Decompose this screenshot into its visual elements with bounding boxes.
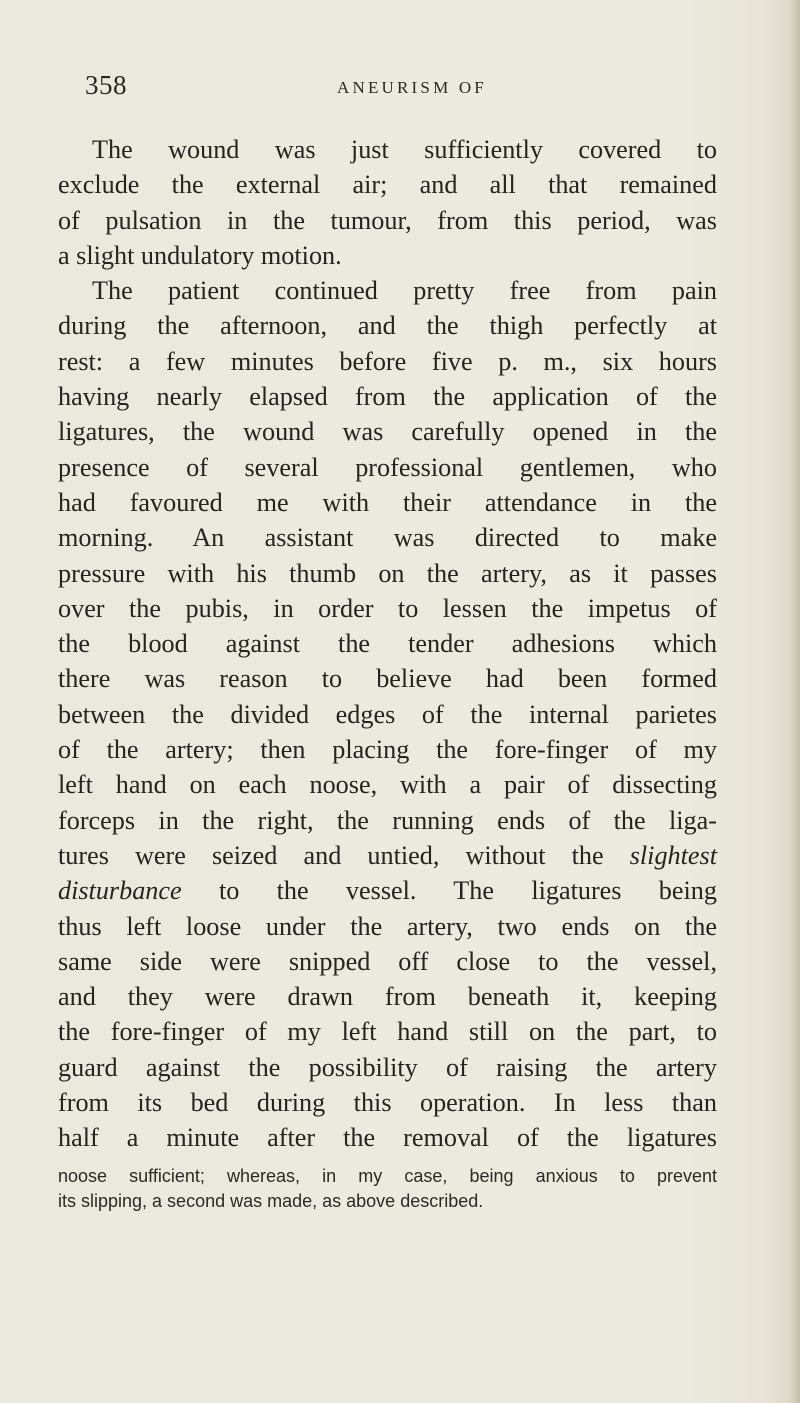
text-line: had favoured me with their attendance in the: [58, 487, 717, 517]
italic-text: slightest: [629, 840, 717, 870]
text-line: [58, 838, 717, 873]
text-line: the blood against the tender adhesions which: [58, 629, 717, 659]
text-line: same side were snipped off close to the vessel,: [58, 946, 717, 976]
text-line: [58, 873, 717, 908]
text-line: The patient continued pretty free from pain: [92, 276, 717, 306]
text-line: thus left loose under the artery, two ends on the: [58, 911, 717, 941]
text-line: half a minute after the removal of the ligatures: [58, 1123, 717, 1153]
text-line: rest: a few minutes before five p. m., six hours: [58, 346, 717, 376]
running-head: ANEURISM OF: [337, 78, 487, 97]
text-line: pressure with his thumb on the artery, as it passes: [58, 558, 717, 588]
text-line: a slight undulatory motion.: [58, 240, 342, 270]
text-line: guard against the possibility of raising the artery: [58, 1052, 717, 1082]
text-line: from its bed during this operation. In less than: [58, 1088, 717, 1118]
text-line: of pulsation in the tumour, from this period, was: [58, 205, 717, 235]
text-line: there was reason to believe had been formed: [58, 664, 717, 694]
text-line: morning. An assistant was directed to make: [58, 523, 717, 553]
text-line: exclude the external air; and all that remained: [58, 170, 717, 200]
text-line: ligatures, the wound was carefully opened in the: [58, 417, 717, 447]
text-line: and they were drawn from beneath it, keeping: [58, 982, 717, 1012]
text-line: presence of several professional gentlemen, who: [58, 452, 717, 482]
text-line: the fore-finger of my left hand still on the part, to: [58, 1017, 717, 1047]
page-header: [85, 70, 715, 104]
text-line: The wound was just sufficiently covered to: [92, 135, 717, 164]
text-line: having nearly elapsed from the application of the: [58, 382, 717, 412]
text-line: of the artery; then placing the fore-finger of my: [58, 735, 717, 765]
text-run: tures were seized and untied, without the: [58, 840, 604, 870]
italic-text: disturbance: [58, 876, 182, 906]
text-line: forceps in the right, the running ends of the liga-: [58, 805, 717, 835]
footnote: [58, 1164, 717, 1214]
body-text: [58, 132, 717, 1156]
footnote-line: noose sufficient; whereas, in my case, being anxious to prevent: [58, 1166, 717, 1186]
text-run: to the vessel. The ligatures being: [181, 876, 717, 906]
footnote-line: its slipping, a second was made, as above described.: [58, 1191, 484, 1211]
text-line: between the divided edges of the internal parietes: [58, 699, 717, 729]
page-number: 358: [85, 70, 127, 100]
text-line: left hand on each noose, with a pair of dissecting: [58, 770, 717, 800]
text-line: during the afternoon, and the thigh perfectly at: [58, 311, 717, 341]
text-line: over the pubis, in order to lessen the impetus of: [58, 593, 717, 623]
page-edge-shadow: [790, 0, 800, 1403]
